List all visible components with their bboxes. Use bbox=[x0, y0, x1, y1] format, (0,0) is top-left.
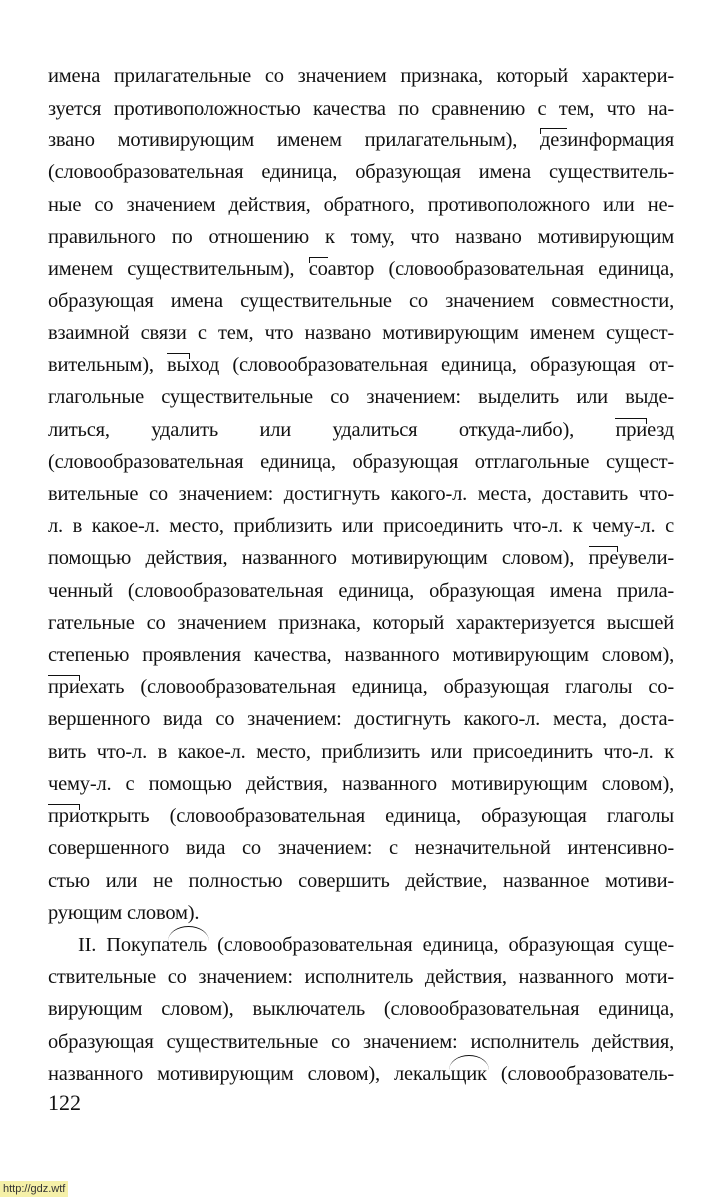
text-line bbox=[48, 415, 674, 445]
text-line bbox=[48, 1059, 674, 1089]
text-line: правильного по отношению к тому, что названо мотивирующим bbox=[48, 226, 674, 248]
text-line: ствительные со значением: исполнитель действия, названного моти- bbox=[48, 966, 674, 988]
text-span: увели- bbox=[618, 547, 674, 569]
text-span: автор (словообразовательная единица, bbox=[327, 258, 674, 280]
prefix-mark: пре bbox=[589, 543, 619, 573]
text-line: вершенного вида со значением: достигнуть какого-л. места, доста- bbox=[48, 708, 674, 730]
text-span: именем существительным), bbox=[48, 258, 309, 280]
text-span: названного мотивирующим словом), лекаль bbox=[48, 1063, 451, 1085]
text-line: степенью проявления качества, названного мотивирующим словом), bbox=[48, 644, 674, 666]
prefix-mark: со bbox=[309, 254, 328, 284]
text-line: зуется противоположностью качества по сравнению с тем, что на- bbox=[48, 98, 674, 120]
prefix-mark: при bbox=[48, 801, 80, 831]
text-line: л. в какое-л. место, приблизить или присоединить что-л. к чему-л. с bbox=[48, 515, 674, 537]
page-number: 122 bbox=[48, 1090, 81, 1115]
text-line: рующим словом). bbox=[48, 902, 200, 924]
text-line: взаимной связи с тем, что названо мотивирующим именем сущест- bbox=[48, 322, 674, 344]
text-line: стью или не полностью совершить действие, названное мотиви- bbox=[48, 870, 674, 892]
text-line: вительные со значением: достигнуть какого-л. места, доставить что- bbox=[48, 483, 674, 505]
text-line: ченный (словообразовательная единица, образующая имена прила- bbox=[48, 580, 674, 602]
text-line: совершенного вида со значением: с незначительной интенсивно- bbox=[48, 837, 674, 859]
watermark-link[interactable]: http://gdz.wtf bbox=[0, 1181, 68, 1197]
prefix-mark: при bbox=[615, 415, 647, 445]
text-span: звано мотивирующим именем прилагательным), bbox=[48, 129, 540, 151]
text-line: образующая имена существительные со значением совместности, bbox=[48, 290, 674, 312]
prefix-mark: вы bbox=[167, 350, 190, 380]
text-line bbox=[48, 672, 674, 702]
text-line: вить что-л. в какое-л. место, приблизить или присоединить что-л. к bbox=[48, 741, 674, 763]
text-line: имена прилагательные со значением признака, который характери- bbox=[48, 65, 674, 87]
text-line bbox=[78, 930, 674, 960]
text-line bbox=[48, 350, 674, 380]
text-span: ехать (словообразовательная единица, образующая глаголы со- bbox=[79, 676, 674, 698]
suffix-mark: щик bbox=[451, 1059, 487, 1089]
text-span: езд bbox=[647, 419, 674, 441]
text-span: информация bbox=[567, 129, 674, 151]
text-span: II. Покупа bbox=[78, 934, 171, 956]
text-line: ные со значением действия, обратного, противоположного или не- bbox=[48, 194, 674, 216]
text-line: гательные со значением признака, который характеризуется высшей bbox=[48, 612, 674, 634]
suffix-mark: тель bbox=[170, 930, 207, 960]
text-line bbox=[48, 801, 674, 831]
text-line bbox=[48, 125, 674, 155]
text-line: глагольные существительные со значением: выделить или выде- bbox=[48, 386, 674, 408]
text-span: открыть (словообразовательная единица, образующая глаголы bbox=[79, 805, 674, 827]
text-span: (словообразователь- bbox=[486, 1063, 674, 1085]
text-span: (словообразовательная единица, образующая суще- bbox=[207, 934, 674, 956]
text-span: вительным), bbox=[48, 354, 168, 376]
prefix-mark: дез bbox=[540, 125, 567, 155]
text-span: ход (словообразовательная единица, образующая от- bbox=[190, 354, 674, 376]
text-line: (словообразовательная единица, образующая имена существитель- bbox=[48, 161, 674, 183]
text-line: чему-л. с помощью действия, названного мотивирующим словом), bbox=[48, 773, 674, 795]
text-line bbox=[48, 254, 674, 284]
text-line bbox=[48, 543, 674, 573]
text-span: помощью действия, названного мотивирующим словом), bbox=[48, 547, 589, 569]
text-line: вирующим словом), выключатель (словообразовательная единица, bbox=[48, 998, 674, 1020]
text-span: литься, удалить или удалиться откуда-либо), bbox=[48, 419, 616, 441]
text-line: (словообразовательная единица, образующая отглагольные сущест- bbox=[48, 451, 674, 473]
prefix-mark: при bbox=[48, 672, 80, 702]
text-line: образующая существительные со значением: исполнитель действия, bbox=[48, 1031, 674, 1053]
